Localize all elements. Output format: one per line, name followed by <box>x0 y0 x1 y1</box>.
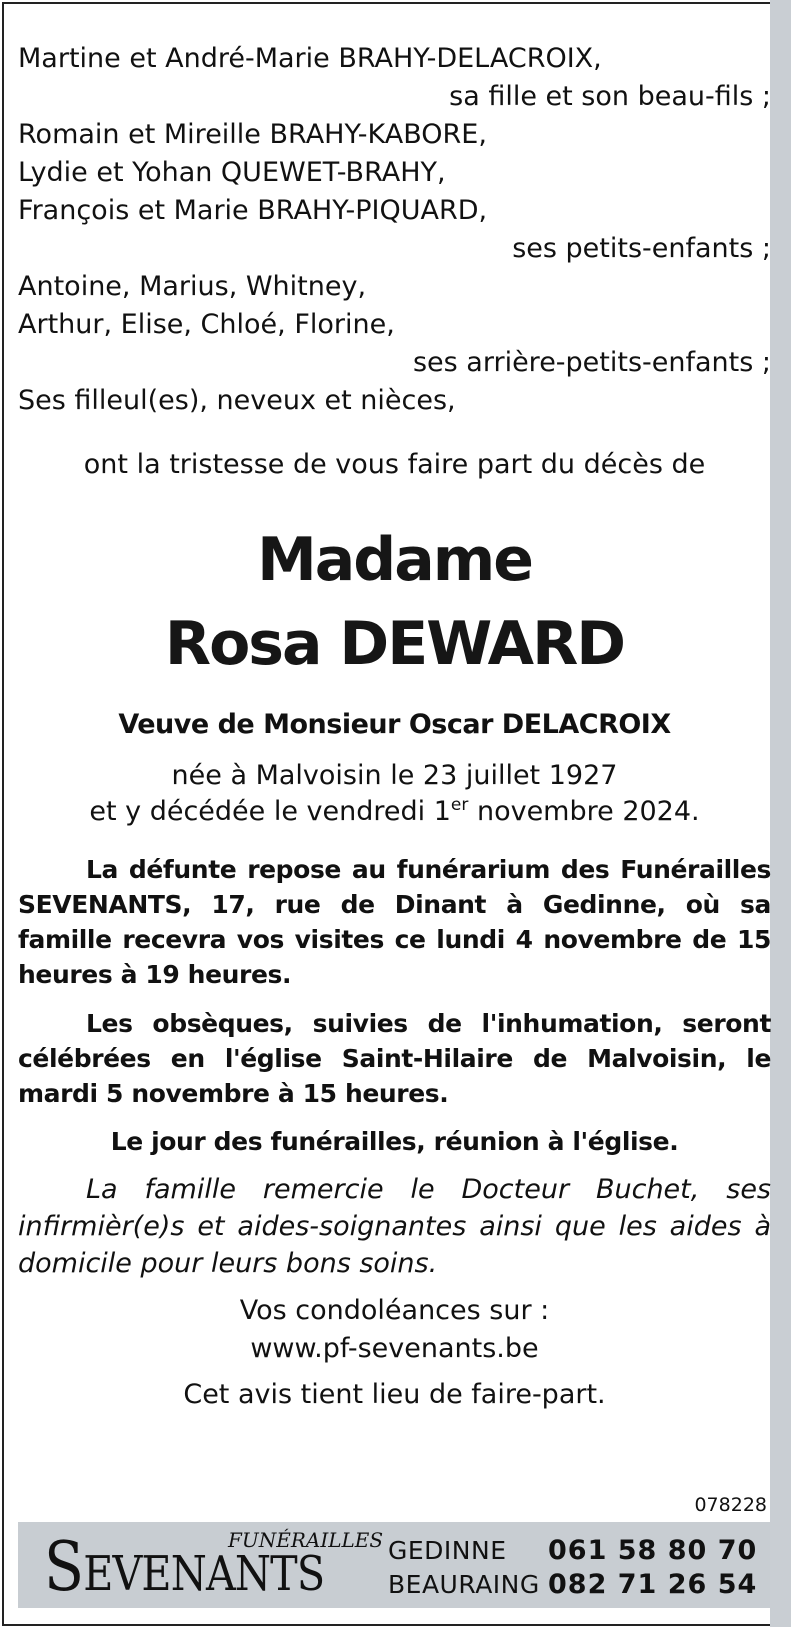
death-info <box>18 794 771 830</box>
phone-gedinne: 061 58 80 70 <box>548 1535 758 1566</box>
family-line-3: Lydie et Yohan QUEWET-BRAHY, <box>18 157 446 188</box>
right-margin-bar <box>770 0 791 1627</box>
family-line-6: Arthur, Elise, Chloé, Florine, <box>18 309 395 340</box>
widow-of: Veuve de Monsieur Oscar DELACROIX <box>118 709 671 740</box>
family-role-great-grandchildren: ses arrière-petits-enfants ; <box>412 347 771 378</box>
family-role-daughter: sa fille et son beau-fils ; <box>449 81 771 112</box>
logo-rest: EVENANTS <box>83 1546 325 1602</box>
deceased-title: Madame <box>257 525 532 595</box>
family-line-5: Antoine, Marius, Whitney, <box>18 271 367 302</box>
condolences-url[interactable]: www.pf-sevenants.be <box>250 1333 539 1364</box>
family-line-2: Romain et Mireille BRAHY-KABORE, <box>18 119 487 150</box>
death-suffix: novembre 2024. <box>468 796 700 827</box>
deceased-name-block <box>18 518 771 686</box>
condolences-label: Vos condoléances sur : <box>239 1295 550 1326</box>
thanks-paragraph: La famille remercie le Docteur Buchet, ses infirmièr(e)s et aides-soignantes ainsi que les aides à domicile pour leurs bons soins. <box>18 1174 771 1279</box>
logo-funerailles-text: FUNÉRAILLES <box>228 1528 384 1552</box>
logo-initial: S <box>44 1528 84 1607</box>
death-ordinal: er <box>450 795 469 815</box>
birth-info: née à Malvoisin le 23 juillet 1927 <box>171 760 618 791</box>
life-dates <box>18 758 771 830</box>
death-prefix: et y décédée le vendredi 1 <box>89 796 451 827</box>
reference-number: 078228 <box>694 1494 767 1516</box>
deceased-name: Rosa DEWARD <box>164 609 625 679</box>
family-line-7: Ses filleul(es), neveux et nièces, <box>18 385 456 416</box>
family-line-1: Martine et André-Marie BRAHY-DELACROIX, <box>18 43 602 74</box>
city-gedinne: GEDINNE <box>388 1536 507 1565</box>
announcement-intro: ont la tristesse de vous faire part du décès de <box>83 449 706 480</box>
obituary-content <box>18 40 771 1414</box>
phone-beauraing: 082 71 26 54 <box>548 1569 758 1600</box>
meeting-line: Le jour des funérailles, réunion à l'église. <box>110 1127 679 1156</box>
notice-statement: Cet avis tient lieu de faire-part. <box>183 1379 606 1410</box>
family-line-4: François et Marie BRAHY-PIQUARD, <box>18 195 488 226</box>
city-beauraing: BEAURAING <box>388 1570 540 1599</box>
funeral-home-footer <box>18 1522 770 1608</box>
family-role-grandchildren: ses petits-enfants ; <box>512 233 771 264</box>
condolences-block <box>18 1292 771 1368</box>
visitation-paragraph: La défunte repose au funérarium des Funérailles SEVENANTS, 17, rue de Dinant à Gedinne, où sa famille recevra vos visites ce lundi 4 novembre de 15 heures à 19 heures. <box>18 855 771 989</box>
funeral-paragraph: Les obsèques, suivies de l'inhumation, seront célébrées en l'église Saint-Hilaire de Malvoisin, le mardi 5 novembre à 15 heures. <box>18 1009 771 1108</box>
